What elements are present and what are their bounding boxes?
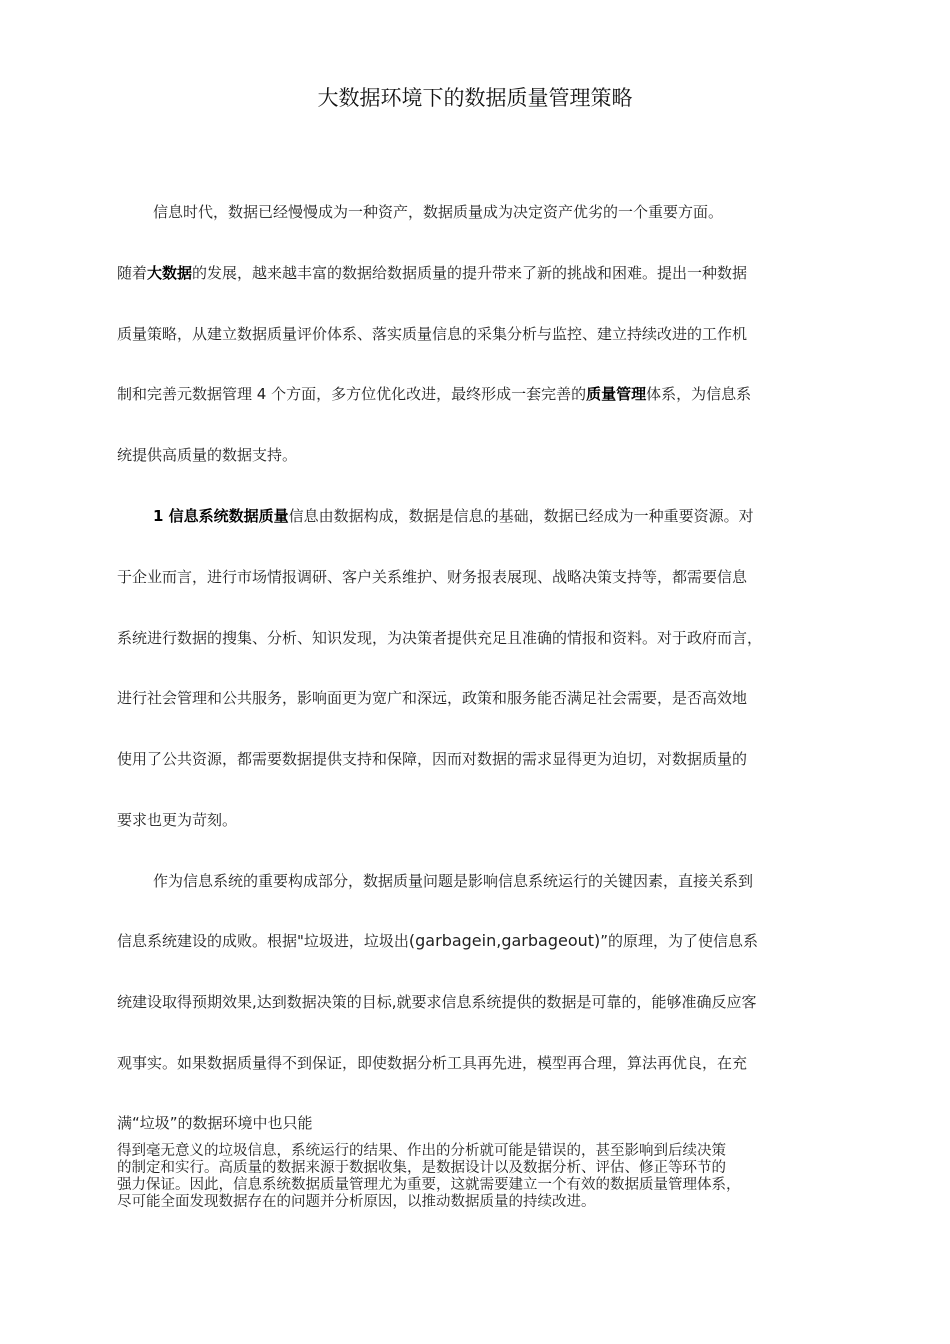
paragraph-1-line-2 [117,261,747,285]
paragraph-1-line-3: 质量策略，从建立数据质量评价体系、落实质量信息的采集分析与监控、建立持续改进的工作机 [117,325,748,343]
paragraph-3-line-3: 统建设取得预期效果,达到数据决策的目标,就要求信息系统提供的数据是可靠的，能够准确反应客 [117,993,757,1011]
paragraph-2-line-2: 于企业而言，进行市场情报调研、客户关系维护、财务报表展现、战略决策支持等，都需要信息 [117,568,748,586]
paragraph-1-line-4 [117,382,751,406]
latin-phrase: (garbagein,garbageout) [408,931,601,950]
bold-term-big-data: 大数据 [147,264,193,282]
paragraph-2-line-5: 使用了公共资源，都需要数据提供支持和保障，因而对数据的需求显得更为迫切，对数据质量的 [117,750,748,768]
paragraph-3-line-4: 观事实。如果数据质量得不到保证，即使数据分析工具再先进，模型再合理，算法再优良，在充 [117,1054,748,1072]
text-run: 制和完善元数据管理 4 个方面，多方位优化改进，最终形成一套完善的 [117,385,587,403]
paragraph-2-line-4: 进行社会管理和公共服务，影响面更为宽广和深远，政策和服务能否满足社会需要，是否高效地 [117,689,748,707]
paragraph-4-line-2: 的制定和实行。高质量的数据来源于数据收集，是数据设计以及数据分析、评估、修正等环节的 [117,1160,726,1176]
bold-term-quality-management: 质量管理 [586,385,647,403]
text-run: 随着 [117,264,148,282]
document-title: 大数据环境下的数据质量管理策略 [317,86,633,110]
section-heading: 1 信息系统数据质量 [153,507,289,525]
paragraph-4-line-1: 得到毫无意义的垃圾信息，系统运行的结果、作出的分析就可能是错误的，甚至影响到后续决策 [117,1143,726,1159]
paragraph-3-line-2 [117,929,758,953]
text-run: ”的原理，为了使信息系 [600,932,759,950]
paragraph-3-line-1: 作为信息系统的重要构成部分，数据质量问题是影响信息系统运行的关键因素，直接关系到 [153,872,754,890]
text-run: 信息由数据构成，数据是信息的基础，数据已经成为一种重要资源。对 [288,507,754,525]
paragraph-2-line-1 [153,504,754,528]
text-run: 信息系统建设的成败。根据"垃圾进，垃圾出 [117,932,409,950]
text-run: 的发展，越来越丰富的数据给数据质量的提升带来了新的挑战和困难。提出一种数据 [192,264,748,282]
paragraph-4-line-4: 尽可能全面发现数据存在的问题并分析原因，以推动数据质量的持续改进。 [117,1194,596,1210]
text-run: 体系，为信息系 [646,385,752,403]
paragraph-3-line-5: 满“垃圾”的数据环境中也只能 [117,1114,313,1132]
paragraph-4-line-3: 强力保证。因此，信息系统数据质量管理尤为重要，这就需要建立一个有效的数据质量管理体系， [117,1177,741,1193]
paragraph-2-line-3: 系统进行数据的搜集、分析、知识发现，为决策者提供充足且准确的情报和资料。对于政府而言， [117,629,763,647]
paragraph-1-line-5: 统提供高质量的数据支持。 [117,446,298,464]
paragraph-1-line-1: 信息时代，数据已经慢慢成为一种资产，数据质量成为决定资产优劣的一个重要方面。 [153,203,724,221]
paragraph-2-line-6: 要求也更为苛刻。 [117,811,238,829]
